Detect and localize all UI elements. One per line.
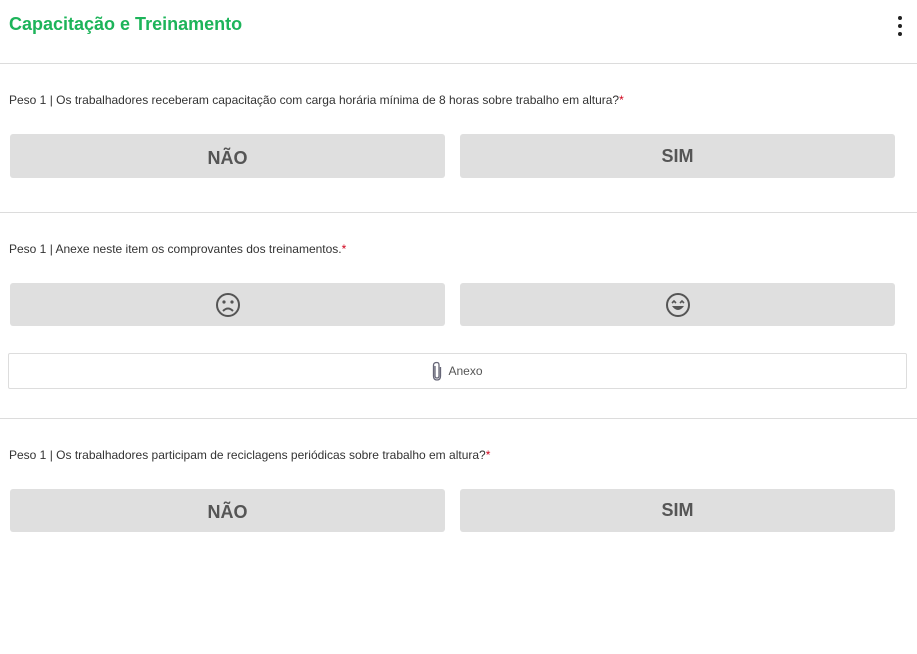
question-1-text: Peso 1 | Os trabalhadores receberam capacitação com carga horária mínima de 8 horas sobre trabalho em altura? <box>9 93 620 107</box>
question-3-text: Peso 1 | Os trabalhadores participam de reciclagens periódicas sobre trabalho em altura? <box>9 448 486 462</box>
attachment-label: Anexo <box>448 364 483 378</box>
required-marker: * <box>341 242 347 256</box>
paperclip-icon <box>432 361 442 381</box>
divider <box>0 212 917 213</box>
no-button[interactable]: NÃO <box>10 134 445 178</box>
more-options-icon[interactable] <box>893 16 907 36</box>
question-2 <box>9 242 346 256</box>
page-title: Capacitação e Treinamento <box>9 14 243 34</box>
required-marker: * <box>619 93 624 107</box>
attachment-button[interactable] <box>8 353 907 389</box>
yes-button[interactable]: SIM <box>460 134 895 178</box>
divider <box>0 418 917 419</box>
question-3 <box>9 448 490 462</box>
happy-button[interactable] <box>460 283 895 326</box>
required-marker: * <box>485 448 491 462</box>
sad-face-icon <box>215 292 241 318</box>
question-1 <box>9 93 624 107</box>
no-button[interactable]: NÃO <box>10 489 445 532</box>
sad-button[interactable] <box>10 283 445 326</box>
yes-button[interactable]: SIM <box>460 489 895 532</box>
question-2-text: Peso 1 | Anexe neste item os comprovantes dos treinamentos. <box>9 242 342 256</box>
divider <box>0 63 917 64</box>
happy-face-icon <box>665 292 691 318</box>
